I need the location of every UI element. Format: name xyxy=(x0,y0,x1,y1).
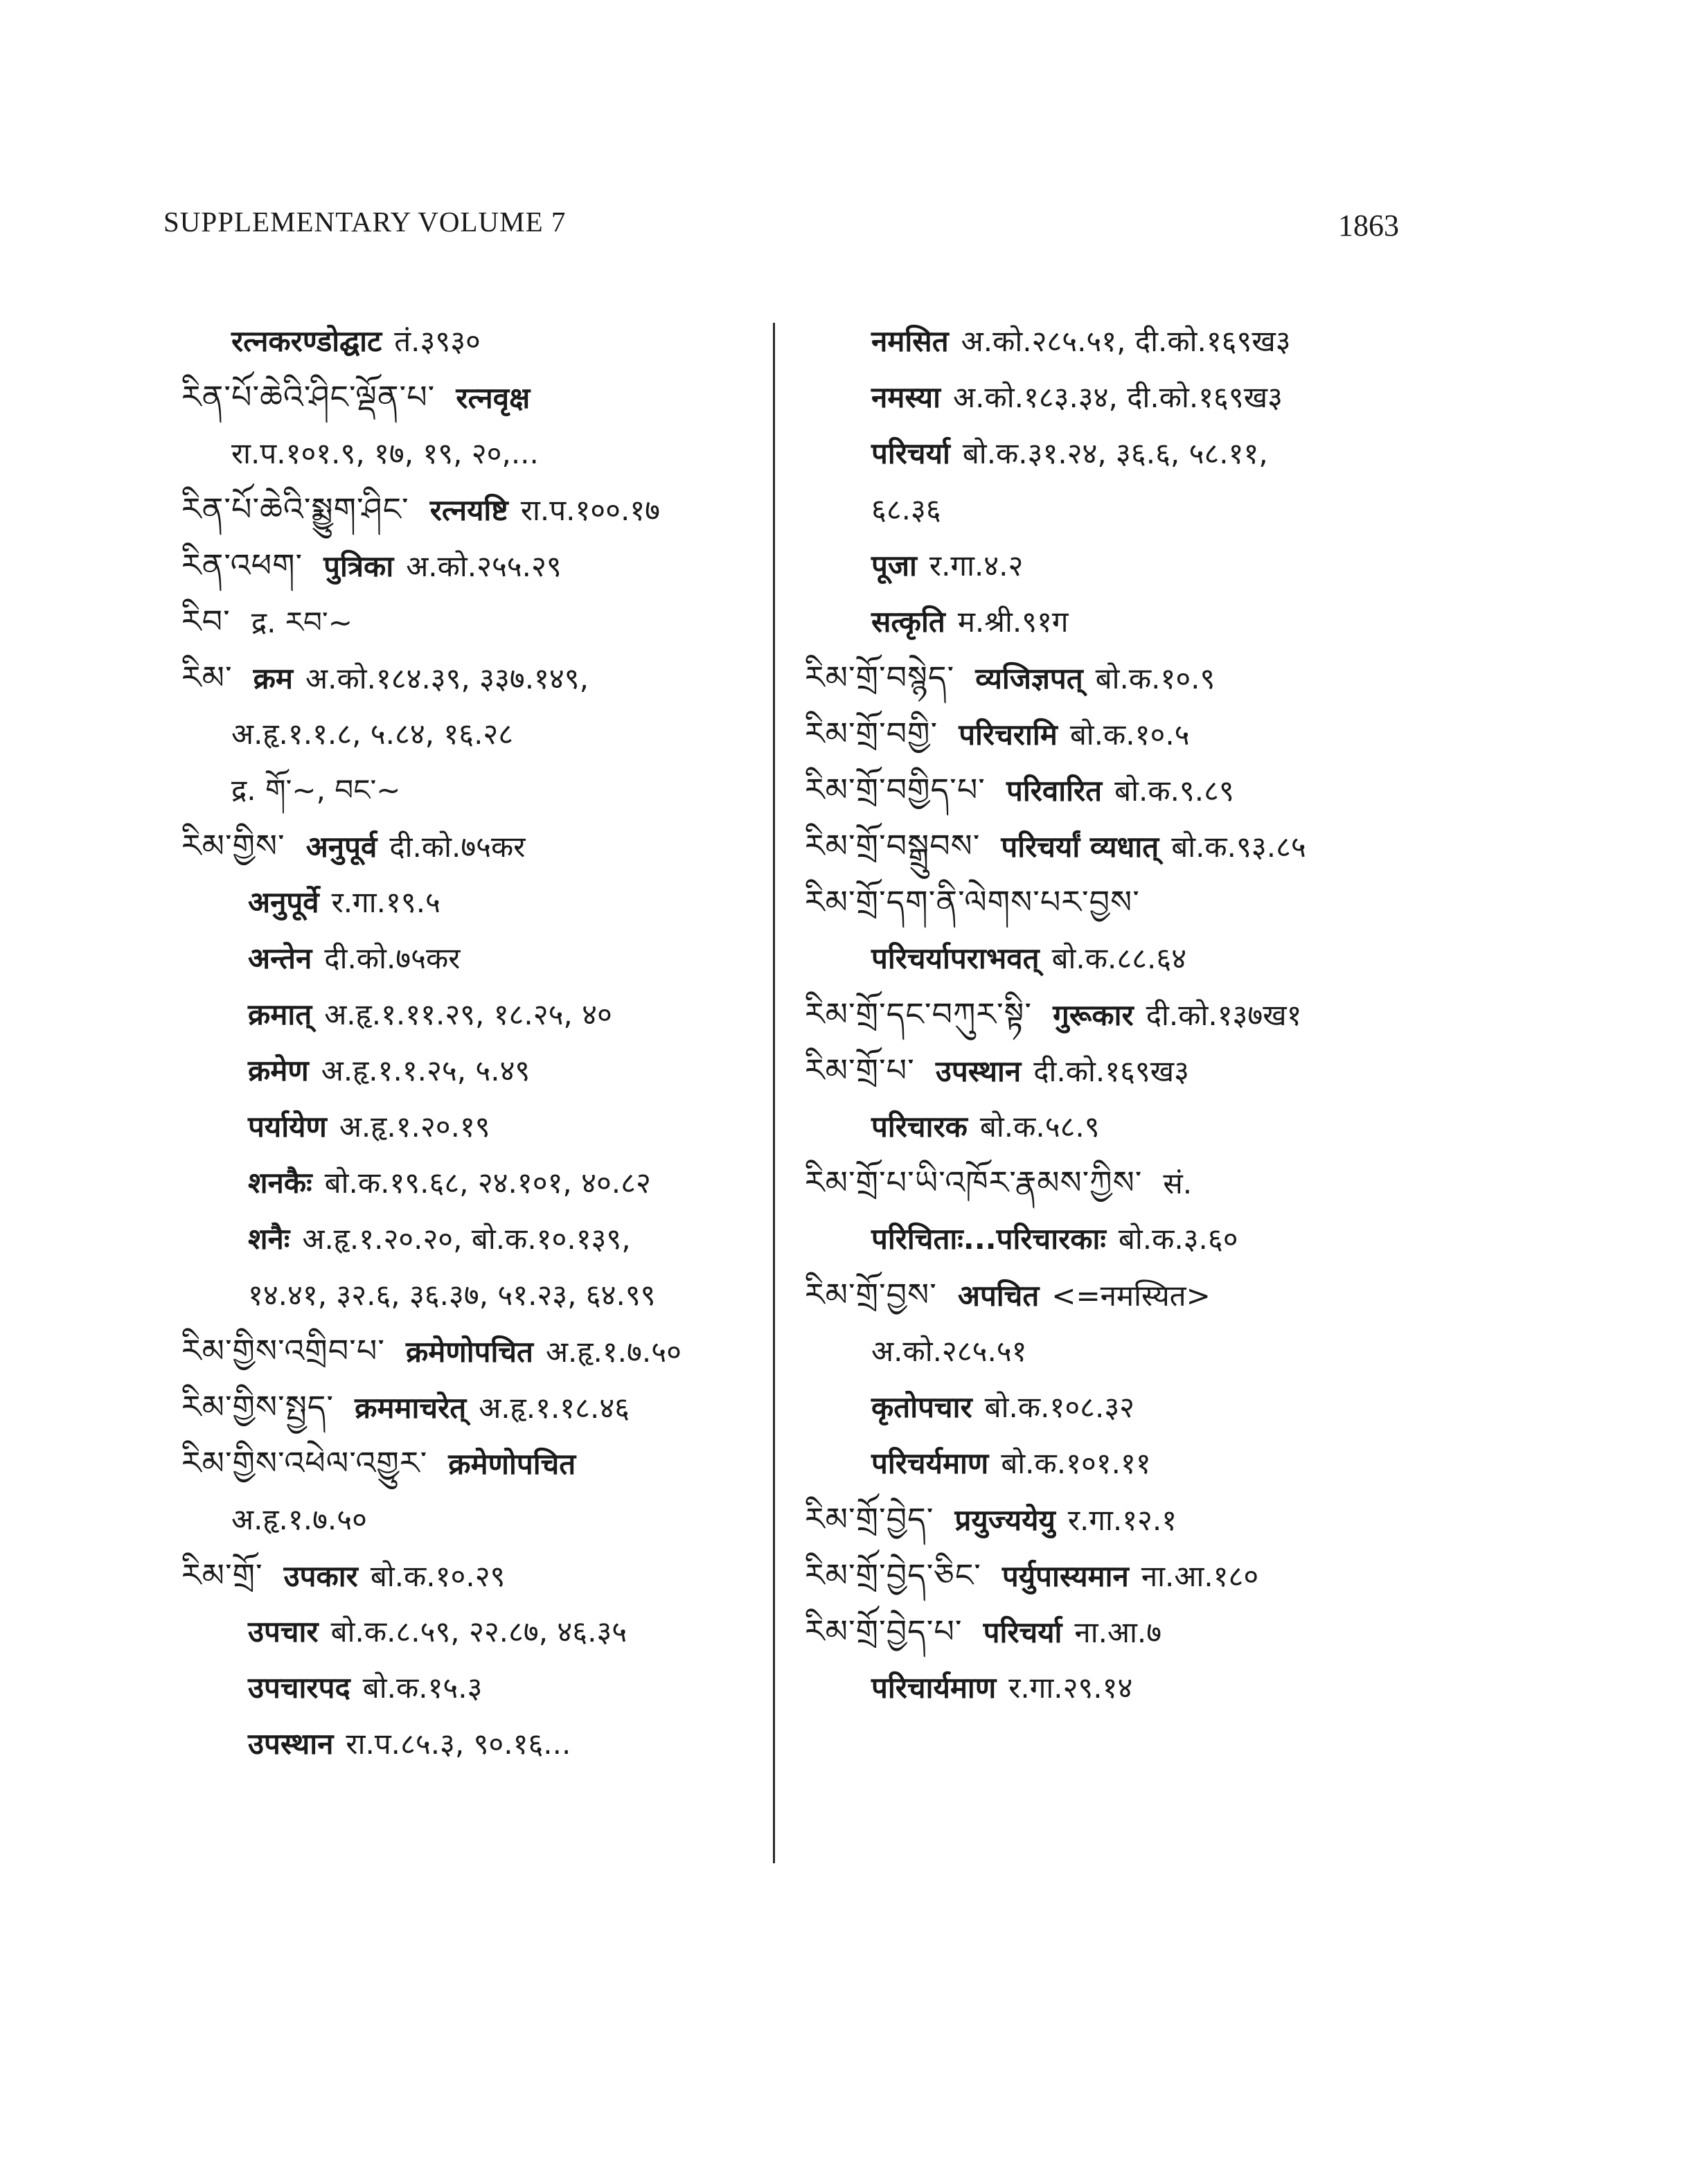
sanskrit-equivalent: अन्तेन xyxy=(248,941,312,975)
dictionary-line xyxy=(181,1211,776,1267)
source-reference: बो.क.५८.९ xyxy=(979,1110,1100,1144)
sanskrit-equivalent: पुत्रिका xyxy=(323,549,394,583)
dictionary-line xyxy=(805,594,1407,650)
source-reference: १४.४१, ३२.६, ३६.३७, ५१.२३, ६४.९९ xyxy=(248,1278,656,1312)
source-reference: बो.क.३१.२४, ३६.६, ५८.११, xyxy=(962,436,1268,470)
tibetan-headword: རིམ་ xyxy=(181,659,233,696)
source-reference: द्र. རབ་~ xyxy=(251,605,353,639)
source-reference: अ.को.१८३.३४, दी.को.१६९ख३ xyxy=(953,380,1283,414)
source-reference: अ.को.२८५.५१, दी.को.१६९ख३ xyxy=(961,324,1291,358)
sanskrit-equivalent: उपचार xyxy=(248,1615,319,1649)
dictionary-line xyxy=(181,650,776,706)
source-reference: <=नमस्यित> xyxy=(1051,1279,1211,1313)
sanskrit-equivalent: परिचर्यापराभवत् xyxy=(871,941,1040,975)
dictionary-line xyxy=(181,1099,776,1155)
tibetan-headword: རིམ་གྱིས་འགྲིབ་པ་ xyxy=(181,1332,385,1369)
sanskrit-equivalent: उपस्थान xyxy=(248,1727,334,1761)
tibetan-headword: རིམ་གྲོ་བགྱིད་པ་ xyxy=(805,771,986,808)
sanskrit-equivalent: प्रयुज्ययेयु xyxy=(954,1503,1056,1537)
sanskrit-equivalent: क्रमेणोपचित xyxy=(448,1447,576,1481)
tibetan-headword: རིམ་གྱིས་ xyxy=(181,827,285,864)
source-reference: बो.क.९.८९ xyxy=(1114,774,1234,808)
sanskrit-equivalent: कृतोपचार xyxy=(871,1390,972,1424)
dictionary-line xyxy=(805,874,1407,930)
source-reference: दी.को.७५कर xyxy=(324,941,461,975)
dictionary-line xyxy=(805,1099,1407,1155)
dictionary-line xyxy=(805,313,1407,369)
sanskrit-equivalent: पर्युपास्यमान xyxy=(1001,1559,1129,1593)
tibetan-headword: རིམ་གྲོ་བྱེད་ཅིང་ xyxy=(805,1556,981,1594)
sanskrit-equivalent: अनुपूर्वे xyxy=(248,885,319,919)
source-reference: तं.३९३० xyxy=(394,324,481,358)
source-reference: अ.को.१८४.३९, ३३७.१४९, xyxy=(305,662,589,695)
dictionary-line xyxy=(805,369,1407,425)
dictionary-line xyxy=(181,1435,776,1491)
dictionary-line xyxy=(181,1267,776,1323)
sanskrit-equivalent: रत्नवृक्ष xyxy=(456,381,531,415)
dictionary-line xyxy=(805,706,1407,762)
column-divider xyxy=(773,323,775,1863)
dictionary-line xyxy=(805,986,1407,1042)
dictionary-line xyxy=(181,1604,776,1660)
sanskrit-equivalent: रत्नयष्टि xyxy=(429,493,508,527)
dictionary-line xyxy=(181,1042,776,1099)
source-reference: दी.को.१३७ख१ xyxy=(1146,998,1302,1032)
tibetan-headword: རིན་པོ་ཆེའི་ཤིང་ལྡོན་པ་ xyxy=(181,378,436,416)
sanskrit-equivalent: उपस्थान xyxy=(935,1054,1022,1088)
sanskrit-equivalent: शनैः xyxy=(248,1222,290,1256)
source-reference: अ.हृ.१.१.२५, ५.४९ xyxy=(321,1054,531,1087)
dictionary-line xyxy=(181,1491,776,1547)
source-reference: द्र. གོ་~, བང་~ xyxy=(231,773,401,807)
dictionary-line xyxy=(181,313,776,369)
dictionary-line xyxy=(181,1323,776,1379)
dictionary-line xyxy=(181,369,776,425)
source-reference: बो.क.१०१.११ xyxy=(1001,1446,1151,1480)
source-reference: बो.क.१९.६८, २४.१०१, ४०.८२ xyxy=(324,1166,651,1200)
source-reference: अ.हृ.१.७.५० xyxy=(545,1335,682,1369)
source-reference: अ.को.२५५.२९ xyxy=(406,549,562,583)
sanskrit-equivalent: परिचारक xyxy=(871,1110,968,1144)
dictionary-line xyxy=(181,762,776,818)
dictionary-line xyxy=(805,930,1407,986)
source-reference: ना.आ.७ xyxy=(1074,1615,1162,1649)
source-reference: सं. xyxy=(1163,1166,1193,1200)
source-reference: बो.क.१०.९ xyxy=(1095,662,1215,695)
sanskrit-equivalent: परिचिताः...परिचारकाः xyxy=(871,1222,1106,1256)
sanskrit-equivalent: अनुपूर्व xyxy=(305,830,377,864)
sanskrit-equivalent: अपचित xyxy=(957,1279,1040,1313)
sanskrit-equivalent: परिचर्या xyxy=(871,436,950,470)
tibetan-headword: རིམ་གྲོ་པ་ xyxy=(805,1051,915,1089)
sanskrit-equivalent: सत्कृति xyxy=(871,605,945,639)
source-reference: बो.क.९३.८५ xyxy=(1171,830,1306,864)
sanskrit-equivalent: क्रमात् xyxy=(248,997,312,1031)
source-reference: र.गा.१९.५ xyxy=(331,885,440,919)
tibetan-headword: རིམ་གྲོ་དང་བཀུར་སྟི་ xyxy=(805,995,1033,1033)
tibetan-headword: རིན་པོ་ཆེའི་སྨྱུག་ཤིང་ xyxy=(181,490,409,528)
sanskrit-equivalent: परिवारित xyxy=(1006,774,1103,808)
tibetan-headword: རིམ་གྱིས་སྤྱད་ xyxy=(181,1388,335,1426)
sanskrit-equivalent: परिचार्यमाण xyxy=(871,1671,997,1705)
dictionary-line xyxy=(805,1435,1407,1491)
source-reference: रा.प.१००.१७ xyxy=(520,493,661,527)
dictionary-line xyxy=(805,1267,1407,1323)
sanskrit-equivalent: नमसित xyxy=(871,324,949,358)
tibetan-headword: རིམ་གྲོ་དག་ནི་ལེགས་པར་བྱས་ xyxy=(805,883,1140,921)
sanskrit-equivalent: उपचारपद xyxy=(248,1671,350,1705)
source-reference: बो.क.१०.२९ xyxy=(370,1559,506,1593)
source-reference: ६८.३६ xyxy=(871,492,941,526)
dictionary-line xyxy=(805,1547,1407,1604)
dictionary-line xyxy=(805,1604,1407,1660)
source-reference: अ.हृ.१.२०.२०, बो.क.१०.१३९, xyxy=(302,1222,631,1256)
source-reference: दी.को.१६९ख३ xyxy=(1033,1054,1189,1088)
source-reference: अ.हृ.१.२०.१९ xyxy=(339,1110,490,1144)
dictionary-line xyxy=(181,425,776,481)
tibetan-headword: རིམ་གྲོ་པ་ཡི་འཁོར་རྣམས་ཀྱིས་ xyxy=(805,1164,1143,1201)
source-reference: रा.प.८५.३, ९०.१६... xyxy=(346,1727,571,1761)
dictionary-line xyxy=(805,1155,1407,1211)
tibetan-headword: རིབ་ xyxy=(181,603,231,640)
sanskrit-equivalent: व्यजिज्ञपत् xyxy=(975,662,1083,695)
sanskrit-equivalent: क्रममाचरेत् xyxy=(355,1391,467,1425)
source-reference: अ.हृ.१.७.५० xyxy=(231,1502,367,1536)
running-head: SUPPLEMENTARY VOLUME 7 xyxy=(163,206,567,238)
sanskrit-equivalent: गुरूकार xyxy=(1053,998,1134,1032)
source-reference: अ.हृ.१.१८.४६ xyxy=(479,1391,630,1425)
sanskrit-equivalent: क्रम xyxy=(253,662,293,695)
dictionary-line xyxy=(181,1547,776,1604)
page-header xyxy=(163,205,1399,267)
dictionary-line xyxy=(181,594,776,650)
sanskrit-equivalent: शनकैः xyxy=(248,1166,312,1200)
source-reference: अ.हृ.१.११.२९, १८.२५, ४० xyxy=(324,997,612,1031)
dictionary-line xyxy=(805,1491,1407,1547)
sanskrit-equivalent: रत्नकरण्डोद्घाट xyxy=(231,324,382,358)
source-reference: म.श्री.९१ग xyxy=(957,605,1069,639)
source-reference: बो.क.१०८.३२ xyxy=(984,1390,1135,1424)
source-reference: बो.क.३.६० xyxy=(1118,1222,1238,1256)
sanskrit-equivalent: पर्यायेण xyxy=(248,1110,327,1144)
source-reference: र.गा.४.२ xyxy=(929,549,1024,583)
dictionary-line xyxy=(805,481,1407,538)
dictionary-line xyxy=(181,818,776,874)
dictionary-line xyxy=(181,481,776,538)
tibetan-headword: རིམ་གྲོ་བསྒྲུབས་ xyxy=(805,827,981,864)
dictionary-line xyxy=(805,1660,1407,1716)
sanskrit-equivalent: उपकार xyxy=(283,1559,358,1593)
dictionary-line xyxy=(805,650,1407,706)
dictionary-line xyxy=(181,986,776,1042)
source-reference: बो.क.८८.६४ xyxy=(1051,941,1187,975)
dictionary-line xyxy=(181,930,776,986)
tibetan-headword: རིམ་གྲོ་བསྙེད་ xyxy=(805,659,955,696)
source-reference: बो.क.१५.३ xyxy=(362,1671,483,1705)
source-reference: र.गा.२९.१४ xyxy=(1008,1671,1133,1705)
sanskrit-equivalent: परिचर्या xyxy=(983,1615,1062,1649)
source-reference: बो.क.१०.५ xyxy=(1069,718,1190,752)
dictionary-line xyxy=(181,1660,776,1716)
tibetan-headword: རིམ་གྲོ་བྱེད་ xyxy=(805,1500,934,1538)
dictionary-line xyxy=(805,538,1407,594)
left-column xyxy=(181,313,776,1772)
sanskrit-equivalent: परिचरामि xyxy=(959,718,1058,752)
dictionary-line xyxy=(805,1323,1407,1379)
source-reference: ना.आ.१८० xyxy=(1141,1559,1259,1593)
dictionary-line xyxy=(181,874,776,930)
dictionary-line xyxy=(805,1379,1407,1435)
dictionary-line xyxy=(805,1042,1407,1099)
tibetan-headword: རིམ་གྲོ་བྱེད་པ་ xyxy=(805,1613,963,1650)
dictionary-line xyxy=(181,1379,776,1435)
sanskrit-equivalent: परिचर्यमाण xyxy=(871,1446,989,1480)
dictionary-line xyxy=(805,762,1407,818)
source-reference: रा.प.१०१.९, १७, १९, २०,... xyxy=(231,436,539,470)
sanskrit-equivalent: क्रमेण xyxy=(248,1054,309,1087)
right-column xyxy=(805,313,1407,1716)
sanskrit-equivalent: परिचर्यां व्यधात् xyxy=(1001,830,1159,864)
tibetan-headword: རིམ་གྲོ་བགྱི་ xyxy=(805,715,938,752)
source-reference: बो.क.८.५९, २२.८७, ४६.३५ xyxy=(330,1615,627,1649)
tibetan-headword: རིམ་གྱིས་འཕེལ་འགྱུར་ xyxy=(181,1444,428,1482)
source-reference: अ.हृ.१.१.८, ५.८४, १६.२८ xyxy=(231,717,514,751)
dictionary-line xyxy=(805,1211,1407,1267)
source-reference: र.गा.१२.१ xyxy=(1067,1503,1177,1537)
dictionary-line xyxy=(181,538,776,594)
dictionary-line xyxy=(181,1155,776,1211)
sanskrit-equivalent: नमस्या xyxy=(871,380,941,414)
tibetan-headword: རིམ་གྲོ་བྱས་ xyxy=(805,1276,937,1313)
dictionary-line xyxy=(805,818,1407,874)
tibetan-headword: རིན་འཕག་ xyxy=(181,547,303,584)
sanskrit-equivalent: पूजा xyxy=(871,549,917,583)
dictionary-line xyxy=(805,425,1407,481)
source-reference: दी.को.७५कर xyxy=(389,830,526,864)
dictionary-line xyxy=(181,1716,776,1772)
sanskrit-equivalent: क्रमेणोपचित xyxy=(405,1335,533,1369)
source-reference: अ.को.२८५.५१ xyxy=(871,1334,1027,1368)
dictionary-line xyxy=(181,706,776,762)
page-number: 1863 xyxy=(1338,208,1399,242)
tibetan-headword: རིམ་གྲོ་ xyxy=(181,1556,263,1594)
